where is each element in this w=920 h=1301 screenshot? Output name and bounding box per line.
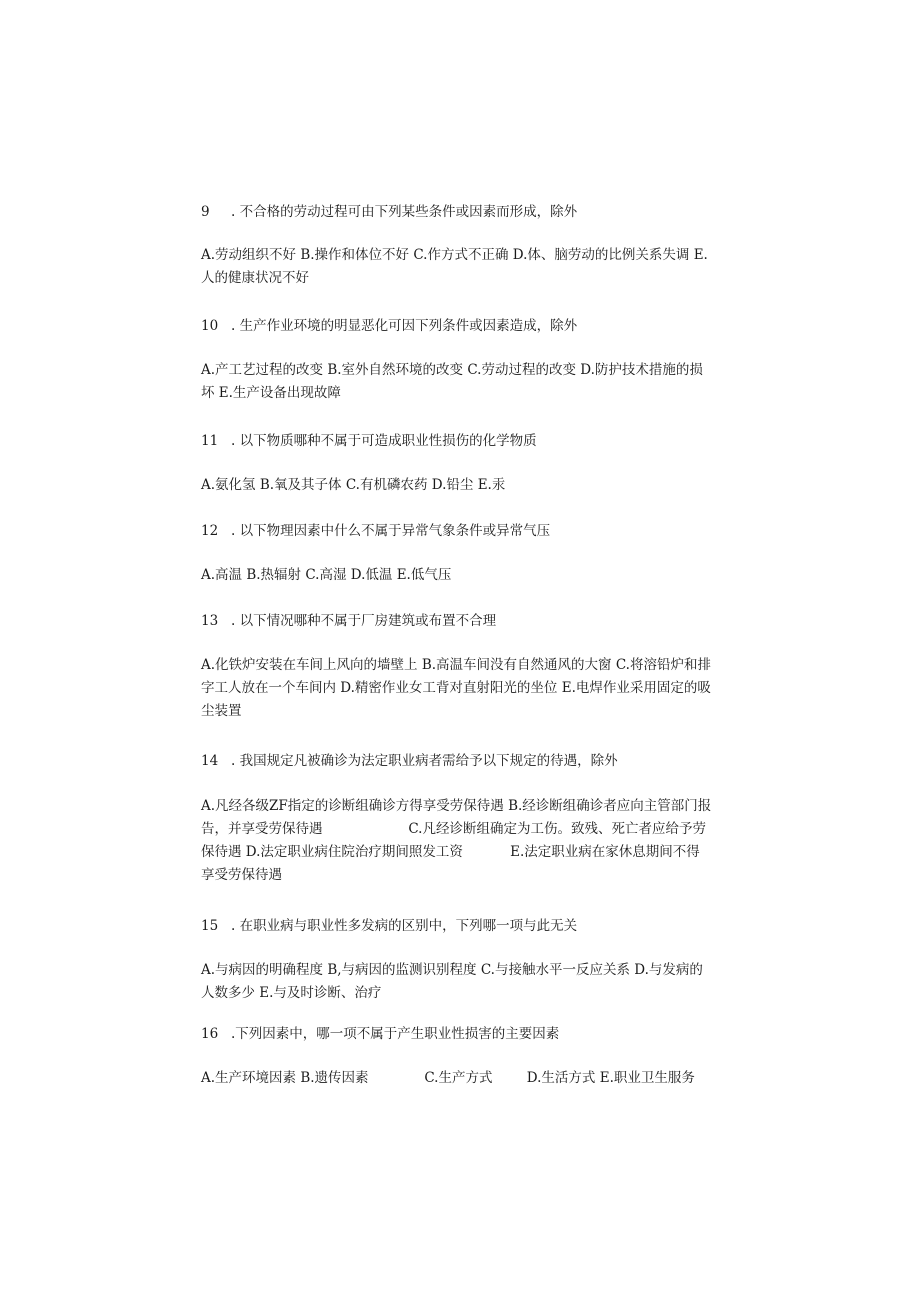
option-line: A.化铁炉安装在车间上风向的墙壁上 B.高温车间没有自然通风的大窗 C.将溶铅炉和排 [201, 657, 711, 673]
question-text: . 在职业病与职业性多发病的区别中，下列哪一项与此无关 [231, 918, 578, 934]
question-number: 11 [201, 433, 219, 449]
question-11-options [201, 474, 721, 497]
question-13-options [201, 654, 721, 723]
question-text: . 以下情况哪种不属于厂房建筑或布置不合理 [231, 613, 497, 629]
question-10-stem [201, 315, 721, 337]
option-line: 尘装置 [201, 703, 242, 719]
option-line: A.生产环境因素 B.遗传因素 C.生产方式 D.生活方式 E.职业卫生服务 [201, 1070, 695, 1086]
question-14-options [201, 795, 721, 887]
question-number: 15 [201, 918, 219, 934]
option-line: 字工人放在一个车间内 D.精密作业女工背对直射阳光的坐位 E.电焊作业采用固定的吸 [201, 680, 711, 696]
question-15-options [201, 959, 721, 1005]
question-9-options [201, 244, 721, 290]
question-13-stem [201, 610, 721, 632]
question-14-stem [201, 750, 721, 772]
option-line: A.与病因的明确程度 B,与病因的监测识别程度 C.与接触水平一反应关系 D.与发病的 [201, 962, 703, 978]
option-line: 享受劳保待遇 [201, 867, 282, 883]
question-12-stem [201, 520, 721, 542]
option-line: A.产工艺过程的改变 B.室外自然环境的改变 C.劳动过程的改变 D.防护技术措施的损 [201, 362, 703, 378]
question-15-stem [201, 915, 721, 937]
question-number: 12 [201, 523, 219, 539]
question-9-stem [201, 201, 721, 223]
option-line: 人的健康状况不好 [201, 270, 309, 286]
question-text: . 生产作业环境的明显恶化可因下列条件或因素造成，除外 [231, 318, 578, 334]
question-number: 13 [201, 613, 219, 629]
question-16-stem [201, 1023, 721, 1045]
option-line: 保待遇 D.法定职业病住院治疗期间照发工资 E.法定职业病在家休息期间不得 [201, 844, 700, 860]
question-text: . 以下物质哪种不属于可造成职业性损伤的化学物质 [231, 433, 537, 449]
question-text: . 不合格的劳动过程可由下列某些条件或因素而形成，除外 [231, 204, 578, 220]
option-line: 告，并享受劳保待遇 C.凡经诊断组确定为工伤。致残、死亡者应给予劳 [201, 821, 706, 837]
question-12-options [201, 564, 721, 587]
option-line: 人数多少 E.与及时诊断、治疗 [201, 985, 382, 1001]
question-16-options [201, 1067, 721, 1090]
option-line: A.凡经各级ZF指定的诊断组确诊方得享受劳保待遇 B.经诊断组确诊者应向主管部门报 [201, 798, 712, 814]
question-number: 14 [201, 753, 219, 769]
question-number: 16 [201, 1026, 219, 1042]
question-number: 10 [201, 318, 219, 334]
question-11-stem [201, 430, 721, 452]
option-line: 坏 E.生产设备出现故障 [201, 385, 341, 401]
option-line: A.高温 B.热辐射 C.高湿 D.低温 E.低气压 [201, 567, 452, 583]
question-text: . 以下物理因素中什么不属于异常气象条件或异常气压 [231, 523, 551, 539]
option-line: A.氨化氢 B.氧及其子体 C.有机磷农药 D.铅尘 E.汞 [201, 477, 506, 493]
question-text: .下列因素中，哪一项不属于产生职业性损害的主要因素 [231, 1026, 560, 1042]
option-line: A.劳动组织不好 B.操作和体位不好 C.作方式不正确 D.体、脑劳动的比例关系失调 E. [201, 247, 708, 263]
question-number: 9 [201, 204, 210, 220]
question-10-options [201, 359, 721, 405]
question-text: . 我国规定凡被确诊为法定职业病者需给予以下规定的待遇，除外 [231, 753, 618, 769]
